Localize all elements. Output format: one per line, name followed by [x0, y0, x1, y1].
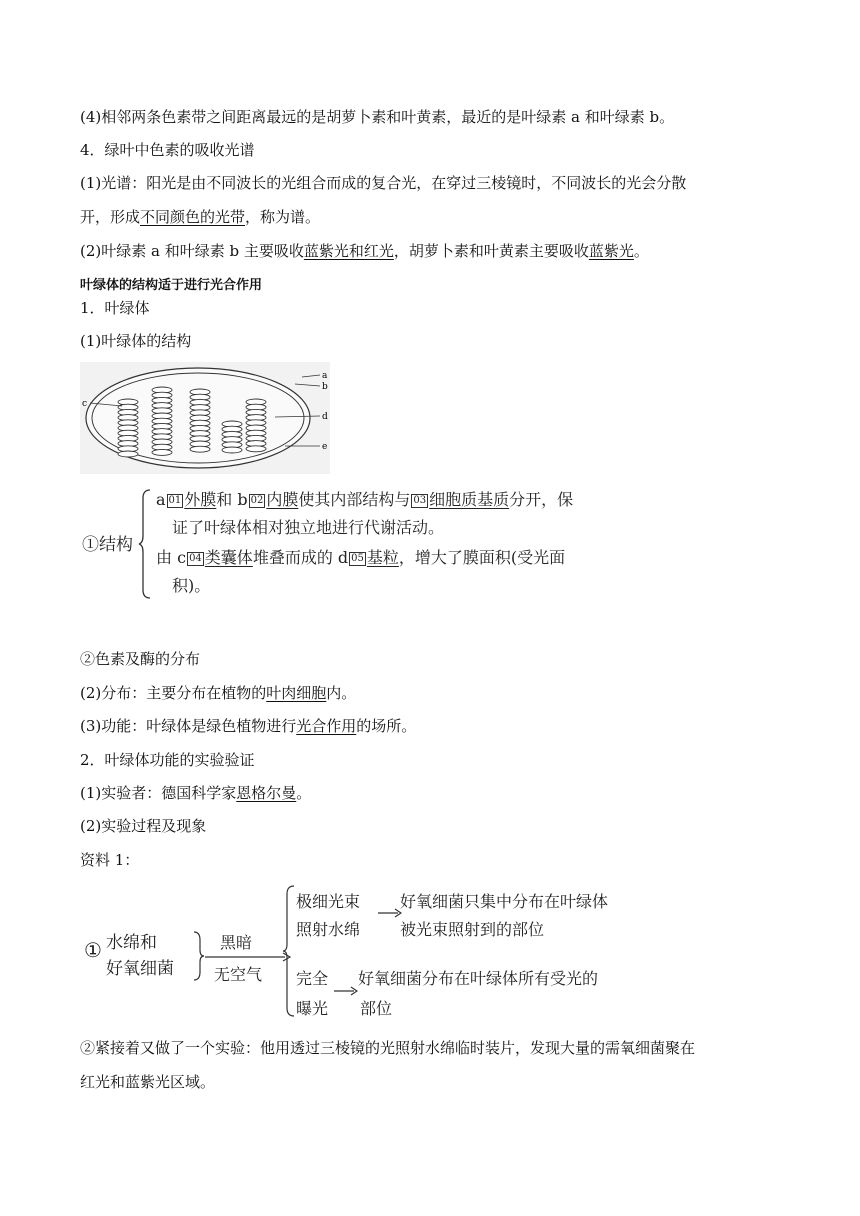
item-chloroplast-structure: (1)叶绿体的结构 [80, 332, 192, 350]
answer-number: 02 [250, 495, 264, 506]
text-pigment-distance: (4)相邻两条色素带之间距离最远的是胡萝卜素和叶黄素，最近的是叶绿素 a 和叶绿素 b。 [80, 108, 675, 126]
answer-blank: 外膜 [184, 490, 217, 509]
answer-blank: 恩格尔曼 [236, 784, 297, 802]
section-title: 叶绿体的结构适于进行光合作用 [80, 278, 263, 293]
text-fragment: (1)实验者：德国科学家 [80, 784, 237, 802]
heading-absorption-spectrum: 4．绿叶中色素的吸收光谱 [80, 141, 255, 159]
label-c: c [82, 399, 88, 409]
text-distribution [80, 682, 356, 704]
answer-blank: 不同颜色的光带 [140, 208, 246, 226]
beam-line-2: 照射水绵 [296, 920, 361, 939]
structure-label: ①结构 [82, 535, 133, 555]
answer-blank: 蓝紫光和红光 [303, 242, 394, 260]
answer-blank: 蓝紫光 [588, 242, 634, 260]
expose-line-2: 曝光 [296, 999, 329, 1018]
arrow-icon [334, 986, 358, 996]
beam-condition [296, 888, 360, 944]
structure-row-3 [156, 546, 565, 570]
thylakoid-disc [222, 447, 242, 453]
result-beam [400, 888, 608, 944]
answer-blank: 叶肉细胞 [266, 684, 327, 702]
text-fragment: ，增大了膜面积(受光面 [398, 548, 566, 567]
text-fragment: 由 c [156, 548, 187, 567]
text-fragment: a [156, 490, 166, 509]
arrow-icon [378, 908, 402, 918]
text-fragment: 开，形成 [80, 208, 141, 226]
expose-line-1: 完全 [296, 969, 329, 988]
answer-number: 01 [168, 495, 182, 506]
brace-icon [192, 930, 206, 982]
label-e: e [322, 442, 328, 452]
thylakoid-disc [190, 446, 210, 452]
thylakoid-disc [246, 446, 266, 452]
arrow-icon [205, 952, 291, 962]
result-expose-line-2: 部位 [360, 999, 393, 1018]
brace-icon [138, 488, 152, 600]
text-pigment-enzyme: ②色素及酶的分布 [80, 650, 201, 668]
text-fragment: 堆叠而成的 d [252, 548, 349, 567]
text-fragment: 内。 [326, 684, 357, 702]
result-beam-line-2: 被光束照射到的部位 [400, 920, 545, 939]
text-fragment: 的场所。 [356, 717, 417, 735]
thylakoid-disc [118, 451, 138, 457]
text-fragment: ，称为谱。 [245, 208, 321, 226]
subject-line-2: 好氧细菌 [106, 959, 174, 979]
item-chloroplast: 1．叶绿体 [80, 299, 150, 317]
text-experimenter [80, 782, 311, 804]
text-fragment: (3)功能：叶绿体是绿色植物进行 [80, 717, 297, 735]
answer-blank: 光合作用 [296, 717, 357, 735]
subject-line-1: 水绵和 [106, 933, 157, 953]
cond-dark: 黑暗 [220, 933, 253, 952]
cond-no-air: 无空气 [214, 965, 263, 984]
text-process: (2)实验过程及现象 [80, 817, 207, 835]
beam-line-1: 极细光束 [296, 892, 361, 911]
text-material: 资料 1： [80, 851, 140, 869]
exp-subject [106, 930, 174, 982]
answer-blank: 内膜 [266, 490, 299, 509]
expose-condition [296, 964, 328, 1024]
answer-number: 04 [189, 553, 202, 564]
brace-icon [282, 884, 296, 1018]
text-absorption [80, 240, 649, 262]
text-fragment: 分开，保 [509, 490, 574, 509]
text-experiment-2-b: 红光和蓝紫光区域。 [80, 1073, 216, 1091]
text-spectrum-2 [80, 206, 320, 228]
text-fragment: (2)分布：主要分布在植物的 [80, 684, 267, 702]
structure-summary [80, 486, 650, 602]
result-expose-line-1: 好氧细菌分布在叶绿体所有受光的 [358, 969, 599, 988]
structure-row-2: 证了叶绿体相对独立地进行代谢活动。 [172, 518, 445, 537]
label-d: d [322, 412, 328, 422]
item-experiment: 2．叶绿体功能的实验验证 [80, 751, 255, 769]
text-function [80, 715, 416, 737]
chloroplast-diagram [80, 362, 330, 474]
text-spectrum-1: (1)光谱：阳光是由不同波长的光组合而成的复合光，在穿过三棱镜时，不同波长的光会分散 [80, 174, 687, 192]
text-fragment: 。 [296, 784, 312, 802]
text-fragment: 使其内部结构与 [298, 490, 411, 509]
answer-number: 05 [351, 553, 364, 564]
label-b: b [322, 382, 328, 392]
exp-number: ① [84, 938, 102, 962]
text-fragment: 和 b [216, 490, 248, 509]
text-fragment: ，胡萝卜素和叶黄素主要吸收 [393, 242, 589, 260]
thylakoid-disc [152, 449, 172, 455]
answer-blank: 类囊体 [204, 548, 253, 567]
structure-row-1 [156, 488, 573, 512]
answer-blank: 细胞质基质 [429, 490, 510, 509]
result-expose [358, 964, 598, 1024]
text-experiment-2-a: ②紧接着又做了一个实验：他用透过三棱镜的光照射水绵临时装片，发现大量的需氧细菌聚在 [80, 1039, 696, 1057]
result-beam-line-1: 好氧细菌只集中分布在叶绿体 [400, 892, 609, 911]
structure-row-4: 积)。 [172, 576, 211, 595]
answer-blank: 基粒 [366, 548, 399, 567]
text-fragment: (2)叶绿素 a 和叶绿素 b 主要吸收 [80, 242, 304, 260]
label-a: a [322, 371, 328, 381]
experiment-diagram [80, 882, 680, 1022]
text-fragment: 。 [633, 242, 649, 260]
answer-number: 03 [413, 495, 427, 506]
